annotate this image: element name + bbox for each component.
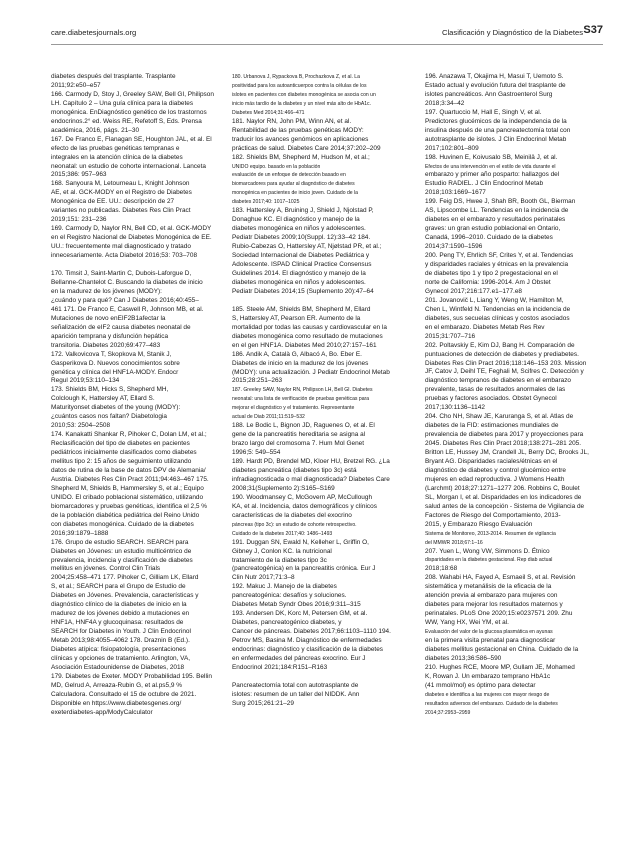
reference-line: resultados adversos del embarazo. Cuidado de la diabetes [425, 700, 558, 707]
reference-line: 196. Anazawa T, Okajima H, Masui T, Uemoto S. [425, 73, 564, 80]
reference-line: 185. Steele AM, Shields BM, Shepherd M, Ellard [232, 305, 371, 313]
reference-line: diabetes monogénica como resultado de mutaciones [232, 332, 383, 340]
reference-line: en el Registro Nacional de Diabetes Monogénica de EE. [51, 234, 212, 242]
reference-line: 201. Jovanovič L, Liang Y, Weng W, Hamilton M, [425, 296, 564, 304]
reference-line: 173. Shields BM, Hicks S, Shepherd MH, [51, 386, 169, 394]
reference-line: Shepherd M, Shields B, Hammersley S, et al.; Equipo [51, 484, 204, 492]
reference-line: Britton LE, Hussey JM, Crandell JL, Berry DC, Brooks JL, [425, 449, 589, 457]
header-rule [51, 44, 603, 45]
reference-line: Canadá, 1996–2010. Cuidado de la diabetes [425, 234, 553, 242]
reference-line: 1996;5: 549–554 [232, 449, 281, 457]
reference-line: Diabetes Metab Syndr Obes 2016;9:311–315 [232, 601, 361, 609]
reference-line: 191. Duggan SN, Ewald N, Kelleher L, Griffin O, [232, 538, 369, 546]
reference-line: Diabetes, pancreatogénico diabetes, y [232, 619, 342, 627]
reference-line: inicio más tardío de la diabetes y un nivel más alto de HbA1c. [232, 100, 372, 107]
reference-line: ¿cuándo y para qué? Can J Diabetes 2016;40:455– [51, 296, 199, 304]
reference-line: 182. Shields BM, Shepherd M, Hudson M, et al.; [232, 153, 370, 161]
reference-line: (41 mmol/mol) es óptimo para detectar [425, 681, 536, 689]
reference-line: embarazo y primer año posparto: hallazgos del [425, 171, 560, 179]
reference-line: 2015;386: 957–963 [51, 171, 107, 179]
reference-line: 2011;92:e50–e57 [51, 81, 101, 89]
reference-line [232, 673, 414, 682]
reference-line: 2017;130:1136–1142 [425, 404, 485, 412]
reference-line: Austria. Diabetes Res Clin Pract 2011;94:463–467 175. [51, 475, 209, 483]
reference-column-1 [51, 73, 219, 833]
reference-line: pancreatogénica: desafíos y soluciones. [232, 592, 347, 600]
reference-line: ¿cuántos casos nos faltan? Diabetologia [51, 413, 167, 421]
reference-line: endocrinas: diagnóstico y clasificación de la diabetes [232, 646, 384, 654]
reference-line: 167. De Franco E, Flanagan SE, Houghton JAL, et al. El [51, 135, 212, 143]
reference-line: 2015;28:251–263 [232, 377, 283, 385]
reference-line: señalización de eIF2 causa diabetes neonatal de [51, 323, 191, 331]
reference-line: diagnóstico tempranos de diabetes en el embarazo [425, 377, 572, 385]
reference-line: 2008;31(Suplemento 2):S165–S169 [232, 484, 335, 492]
reference-line: 2004;25:458–471 177. Pihoker C, Gilliam LK, Ellard [51, 574, 199, 582]
reference-line: Cancer de páncreas. Diabetes 2017;66:1103–1110 194. [232, 628, 391, 636]
reference-line: 200. Peng TY, Ehrlich SF, Crites Y, et al. Tendencias [425, 252, 574, 260]
reference-line: S, et al.; SEARCH para el Grupo de Estudio de [51, 583, 186, 591]
reference-line: sistemática y metanálisis de la eficacia de la [425, 583, 552, 591]
reference-line: 180. Urbanova J, Rypackova B, Prochazkova Z, et al. La [232, 74, 360, 80]
reference-line: atención previa al embarazo para mujeres con [425, 592, 558, 600]
reference-line: transitoria. Diabetes 2020;69:477–483 [51, 341, 161, 349]
reference-line: JF, Catov J, Deihl TE, Feghali M, Scifres C. Detección y [425, 368, 584, 376]
reference-line: aparición temprana y disfunción hepática [51, 332, 169, 340]
reference-line: Surg 2015;261:21–29 [232, 699, 294, 707]
reference-line: con diabetes monogénica. Cuidado de la diabetes [51, 520, 194, 528]
reference-line: características de la diabetes del exocrino [232, 511, 352, 519]
reference-line: insulina después de una pancreatectomía total con [425, 126, 571, 134]
reference-line: 461 171. De Franco E, Caswell R, Johnson MB, et al. [51, 305, 204, 313]
reference-line: 176. Grupo de estudio SEARCH. SEARCH para [51, 538, 189, 546]
reference-line: HNF1A, HNF4A y glucoquinasa: resultados de [51, 619, 184, 627]
reference-line: salud antes de la concepción - Sistema de Vigilancia de [425, 502, 585, 510]
reference-line: 2017;102:801–809 [425, 144, 479, 152]
reference-line: norte de California: 1996-2014. Am J Obstet [425, 278, 551, 286]
reference-line: (pancreatogénica) en la pancreatitis crónica. Eur J [232, 565, 376, 573]
reference-line: Diabetes atípica: fisiopatología, presentaciones [51, 646, 186, 654]
reference-line: endocrinos.2° ed. Weiss RE, Refetoff S, Eds. Prensa [51, 117, 202, 125]
reference-line: innecesariamente. Acta Diabetol 2016;53: 703–708 [51, 252, 198, 260]
reference-line: diabetes 2013;36:586–590 [425, 654, 502, 662]
reference-line: actual de Diab 2011;11:519–532 [232, 414, 305, 421]
reference-line: datos de rutina de la base de datos DPV de Alemania/ [51, 466, 206, 474]
reference-line: positividad para los autoanticuerpos contra la células de los [232, 82, 367, 89]
journal-site[interactable]: care.diabetesjournals.org [51, 28, 137, 37]
reference-line: Disponible en https://www.diabetesgenes.org/ [51, 699, 182, 707]
reference-line: 2014;37:2953–2959 [425, 709, 471, 716]
reference-line: diabetes mellitus gestacional en China. Cuidado de la [425, 646, 579, 653]
reference-line: prevalente, tasas de resultados anormales de las [425, 386, 566, 394]
reference-line: AE, et al. GCK-MODY en el Registro de Diabetes [51, 189, 192, 197]
reference-line: 208. Wahabi HA, Fayed A, Esmaeil S, et al. Revisión [425, 574, 576, 582]
reference-line: Gynecol 2017;216:177.e1–177.e8 [425, 287, 523, 295]
reference-line: Estado actual y evolución futura del trasplante de [425, 81, 566, 89]
reference-line: Clin Nutr 2017;71:3–8 [232, 574, 295, 582]
reference-line: clínicas y opciones de tratamiento. Arlington, VA, [51, 655, 191, 662]
reference-line: Adolescente. ISPAD Clinical Practice Consensus [232, 261, 372, 269]
reference-line: de diabetes tipo 1 y tipo 2 pregestacional en el [425, 269, 558, 277]
reference-line: islotes: resumen de un taller del NIDDK. Ann [232, 690, 360, 698]
reference-line: mortalidad por todas las causas y cardiovascular en la [232, 323, 387, 331]
reference-line: Diabetes Med 2014;31:466–471 [232, 109, 305, 116]
reference-line: 168. Sanyoura M, Letourneau L, Knight Johnson [51, 180, 190, 188]
reference-line: 2014;37:1590–1596 [425, 243, 483, 251]
reference-line: Bryant AG. Disparidades raciales/étnicas en el [425, 457, 558, 465]
reference-line: Diabetes de inicio en la madurez de los jóvenes [232, 359, 369, 367]
reference-line: islotes en pacientes con diabetes monogénica se asocia con un [232, 91, 376, 98]
reference-column-3 [425, 73, 603, 833]
reference-line: mellitus en jóvenes. Control Clin Trials [51, 565, 161, 573]
reference-line: prevalencia, incidencia y clasificación de diabetes [51, 556, 193, 564]
reference-line: 2015;31:707–716 [425, 332, 476, 340]
reference-line: Cuidado de la diabetes 2017;40: 1486–1493 [232, 530, 333, 537]
reference-line: 189. Hardt PD, Brendel MD, Kloer HU, Bretzel RG. ¿La [232, 458, 390, 466]
reference-line: integrales en la atención clínica de la diabetes [51, 153, 183, 161]
reference-line: de la población diabética pediátrica del Reino Unido [51, 511, 200, 519]
reference-line: Maturityonset diabetes of the young (MODY): [51, 404, 181, 412]
reference-line: 2015, y Embarazo Riesgo Evaluación [425, 520, 533, 528]
reference-line: en la madurez de los jóvenes (MODY): [51, 287, 162, 295]
reference-line: Endocrinol 2021;184:R151–R163 [232, 663, 328, 671]
reference-line: Diabetes Res Clin Pract 2016;118:146–153 203. Mission [425, 359, 587, 367]
reference-line: efecto de las pruebas genéticas tempranas e [51, 144, 180, 152]
reference-line: Donaghue KC. El diagnóstico y manejo de la [232, 216, 360, 224]
reference-line: mejorar el diagnóstico y el tratamiento. Representante [232, 405, 355, 412]
reference-line: Calculadora. Consultado el 15 de octubre de 2021. [51, 690, 197, 698]
reference-line: 179. Diabetes de Exeter. MODY Probabilidad 195. Bellin MD, Gelrud A, Arreaza-Rubin G, et al.ps5,9 % [51, 672, 212, 689]
reference-line: pruebas y factores asociados. Obstet Gynecol [425, 395, 557, 403]
reference-line: Rubio-Cabezas O, Hattersley AT, Njølstad PR, et al.; [232, 243, 382, 251]
section-title: Clasificación y Diagnóstico de la Diabetes [442, 28, 583, 37]
reference-line: diabetes pancreática (diabetes tipo 3c) está [232, 466, 357, 474]
reference-line: monogénica en pacientes de inicio joven. Cuidado de la [232, 190, 359, 197]
reference-line: Regul 2019;53:110–134 [51, 377, 120, 385]
reference-line: 2016;39:1879–1888 [51, 529, 109, 537]
reference-line: Pediatr Diabetes 2009;10(Suppl. 12):33–42 184. [232, 234, 371, 242]
reference-line: KA, et al. Incidencia, datos demográficos y clínicos [232, 502, 377, 510]
reference-line: UNIDO. El cribado poblacional sistemático, utilizando [51, 493, 204, 501]
reference-line: evaluación de un enfoque de detección basado en [232, 172, 346, 179]
reference-line: diabetes monogénica en niños y adolescentes. [232, 278, 366, 286]
reference-line: 210. Hughes RCE, Moore MP, Gullam JE, Mohamed [425, 663, 575, 671]
reference-line: WW, Yang HX, Wei YM, et al. [425, 619, 509, 627]
reference-line: 2019;151: 231–236 [51, 216, 107, 224]
reference-line: 197. Quartuccio M, Hall E, Singh V, et al. [425, 108, 542, 116]
reference-line: Rentabilidad de las pruebas genéticas MODY: [232, 126, 364, 134]
reference-line: Petrov MS, Basina M. Diagnóstico de enfermedades [232, 637, 382, 645]
reference-line: 188. Le Bodic L, Bignon JD, Raguenes O, et al. El [232, 422, 375, 430]
reference-line: autotrasplante de islotes. J Clin Endocrinol Metab [425, 135, 567, 143]
reference-line: UU.: frecuentemente mal diagnosticado y tratado [51, 243, 191, 251]
reference-line: 187. Greeley SAW, Naylor RN, Philipson LH, Bell GI. Diabetes [232, 387, 373, 394]
reference-line: mellitus tipo 2: 15 años de seguimiento utilizando [51, 458, 192, 466]
reference-line: Metab 2013;98:4055–4062 178. Draznin B (Ed.). [51, 637, 190, 645]
reference-line: Efectos de una intervención en el estilo de vida durante el [425, 163, 556, 170]
reference-line: exeterdiabetes-app/ModyCalculator [51, 708, 153, 716]
reference-line: 190. Woodmansey C, McGovern AP, McCullough [232, 493, 373, 501]
reference-line: neonatal: un estudio de cohorte internacional. Lanceta [51, 162, 206, 170]
reference-line: tratamiento de la diabetes tipo 3c [232, 556, 327, 564]
reference-line: disparidades en la diabetes gestacional. Rep diab actual [425, 557, 553, 564]
reference-line: diabetes e identifica a las mujeres con mayor riesgo de [425, 691, 550, 698]
reference-line: biomarcadores para ayudar al diagnóstico de diabetes [232, 181, 355, 188]
page-number: S37 [583, 24, 603, 36]
reference-line: Sistema de Monitoreo, 2013-2014. Resumen de vigilancia [425, 530, 556, 537]
reference-line: en la primera visita prenatal para diagnosticar [425, 637, 556, 645]
reference-line: 204. Cho NH, Shaw JE, Karuranga S, et al. Atlas de [425, 413, 574, 421]
reference-line: 170. Timsit J, Saint-Martin C, Dubois-Laforgue D, [51, 270, 192, 278]
reference-line: diabetes de la FID: estimaciones mundiales de [425, 422, 559, 430]
reference-line: en enfermedades del páncreas exocrino. Eur J [232, 655, 366, 662]
reference-line: 2018;3:34–42 [425, 99, 465, 107]
reference-line: mujeres en edad reproductiva. J Womens Health [425, 475, 565, 483]
reference-line: Gibney J, Conlon KC. la nutricional [232, 547, 332, 555]
reference-line: 174. Kanakatti Shankar R, Pihoker C, Dolan LM, et al.; [51, 431, 207, 439]
reference-line: prácticas de salud. Diabetes Care 2014;37:202–209 [232, 144, 381, 152]
reference-line: 183. Hattersley A, Bruining J, Shield J, Njolstad P, [232, 207, 374, 215]
reference-line: 166. Carmody D, Stoy J, Greeley SAW, Bell GI, Philipson [51, 90, 214, 98]
reference-line: Guidelines 2014. El diagnóstico y manejo de la [232, 269, 366, 277]
reference-line: prevalencia de diabetes para 2017 y proyecciones para [425, 431, 584, 439]
running-header [51, 24, 603, 42]
reference-line: islotes pancreáticos. Ann Gastroenterol Surg [425, 90, 553, 98]
reference-line: 186. Andik A, Català G, Albacó A, Bo. Eber E. [232, 350, 362, 358]
reference-line: biomarcadores y pruebas genéticas, identifica el 2,5 % [51, 502, 208, 510]
reference-line: Diabetes en Jóvenes: un estudio multicéntrico de [51, 547, 192, 555]
reference-line: 2018;103:1669–1677 [425, 189, 486, 197]
reference-line: puntuaciones de detección de diabetes y prediabetes. [425, 350, 579, 358]
reference-line: Evaluación del valor de la glucosa plasmática en ayunas [425, 629, 553, 636]
reference-line: brazo largo del cromosoma 7. Hum Mol Genet [232, 440, 365, 448]
reference-line: Chen L, Wintfeld N. Tendencias en la incidencia de [425, 305, 571, 313]
reference-line: 192. Makuc J. Manejo de la diabetes [232, 583, 337, 591]
reference-line: Predictores glucémicos de la independencia de la [425, 117, 567, 125]
reference-line: 202. Poltavskiy E, Kim DJ, Bang H. Comparación de [425, 341, 575, 349]
reference-line: madurez de los jóvenes debido a mutaciones en [51, 610, 190, 618]
reference-line: en el embarazo. Diabetes Metab Res Rev [425, 323, 545, 331]
reference-line: Asociación Estadounidense de Diabetes, 2018 [51, 663, 185, 671]
reference-line: 169. Carmody D, Naylor RN, Bell CD, et al. GCK-MODY [51, 225, 212, 233]
reference-line: (MODY): una actualización. J Pediatr Endocrinol Metab [232, 368, 390, 376]
reference-line: 198. Huvinen E, Koivusalo SB, Meinilä J, et al. [425, 153, 558, 161]
reference-line: 2045. Diabetes Res Clin Pract 2018;138:271–281 205. [425, 440, 582, 448]
reference-line: Sociedad Internacional de Diabetes Pediátrica y [232, 252, 370, 260]
reference-line: y disparidades raciales y étnicas en la prevalencia [425, 261, 569, 269]
reference-line: infradiagnosticada o mal diagnosticada? Diabetes Care [232, 475, 390, 483]
reference-line: pediátricos inicialmente clasificados como diabetes [51, 449, 197, 457]
reference-line: diabetes después del trasplante. Trasplante [51, 73, 176, 80]
reference-line: monogénica. EnDiagnóstico genético de los trastornos [51, 108, 207, 116]
reference-line: académica, 2016, págs. 21–30 [51, 126, 140, 134]
reference-line: del MMWR 2018;67:1–16 [425, 539, 483, 546]
reference-line: Diabetes en Jóvenes. Prevalencia, características y [51, 592, 199, 600]
reference-line: 199. Feig DS, Hwee J, Shah BR, Booth GL, Bierman [425, 198, 576, 206]
reference-line: gene de la pancreatitis hereditaria se asigna al [232, 431, 366, 439]
reference-line: AS, Lipscombe LL. Tendencias en la incidencia de [425, 207, 569, 215]
reference-line: traducir los avances genómicos en aplicaciones [232, 135, 369, 143]
reference-line: K, Rowan J. Un embarazo temprano HbA1c [425, 672, 551, 680]
reference-line: Monogénica de EE. UU.: descripción de 27 [51, 198, 175, 206]
reference-line: graves: un gran estudio poblacional en Ontario, [425, 225, 561, 233]
reference-line: diabetes, sus secuelas clínicas y costos asociados [425, 314, 570, 322]
reference-line: variantes no publicadas. Diabetes Res Clin Pract [51, 207, 191, 215]
reference-line: 181. Naylor RN, John PM, Winn AN, et al. [232, 117, 352, 125]
reference-line: genética y clínica del HNF1A-MODY. Endocr [51, 368, 179, 376]
reference-line: 2018;18:68 [425, 565, 458, 573]
reference-line: Colclough K, Hattersley AT, Ellard S. [51, 395, 155, 403]
reference-line: Reclasificación del tipo de diabetes en pacientes [51, 440, 190, 448]
reference-column-2 [232, 73, 414, 833]
reference-line: neonatal: una lista de verificación de pruebas genéticas para [232, 396, 370, 403]
reference-line: (Larchmt) 2018;27:1271–1277 206. Robbins C, Boulet [425, 484, 580, 492]
reference-line: Mutaciones de novo enEIF2B1afectar la [51, 314, 166, 322]
reference-line: 2010;53: 2504–2508 [51, 422, 111, 430]
reference-line: Bellanne-Chantelot C. Buscando la diabetes de inicio [51, 278, 203, 286]
reference-line: 172. Valkovicova T, Skopkova M, Stanik J, [51, 350, 172, 358]
reference-line: páncreas (tipo 3c): un estudio de cohorte retrospectivo. [232, 521, 357, 528]
reference-line: UNIDO equipo. basado en la población [232, 163, 321, 170]
reference-line: perinatales. PLoS One 2020;15:e0237571 209. Zhu [425, 610, 573, 618]
reference-line: S, Hattersley AT, Pearson ER. Aumento de la [232, 314, 361, 322]
reference-line: diabetes en el embarazo y resultados perinatales [425, 216, 566, 224]
reference-line: diagnóstico clínico de la diabetes de inicio en la [51, 601, 187, 609]
reference-line: en el gen HNF1A. Diabetes Med 2010;27:157–161 [232, 341, 377, 349]
reference-line: diabetes para mejorar los resultados maternos y [425, 601, 563, 609]
reference-line: Pancreatectomía total con autotrasplante de [232, 681, 359, 689]
reference-line: Pediatr Diabetes 2014;15 (Suplemento 20):47–64 [232, 287, 374, 295]
reference-line: Estudio RADIEL. J Clin Endocrinol Metab [425, 180, 544, 188]
reference-line: LH. Capítulo 2 – Una guía clínica para la diabetes [51, 99, 194, 107]
reference-line: SL, Morgan I, et al. Disparidades en los indicadores de [425, 493, 582, 501]
reference-line: diabetes 2017;40: 1017–1025 [232, 199, 300, 206]
reference-line: diagnóstico de diabetes y control glucémico entre [425, 466, 566, 474]
reference-line: SEARCH for Diabetes in Youth. J Clin Endocrinol [51, 628, 191, 636]
reference-line: 193. Andersen DK, Korc M, Petersen GM, et al. [232, 610, 368, 618]
reference-line: Factores de Riesgo del Comportamiento, 2013- [425, 511, 561, 519]
reference-line: Gasperikova D. Nuevos conocimientos sobre [51, 359, 180, 367]
reference-line: 207. Yuen L, Wong VW, Simmons D. Étnico [425, 547, 550, 555]
reference-line: diabetes monogénica en niños y adolescentes. [232, 225, 366, 233]
